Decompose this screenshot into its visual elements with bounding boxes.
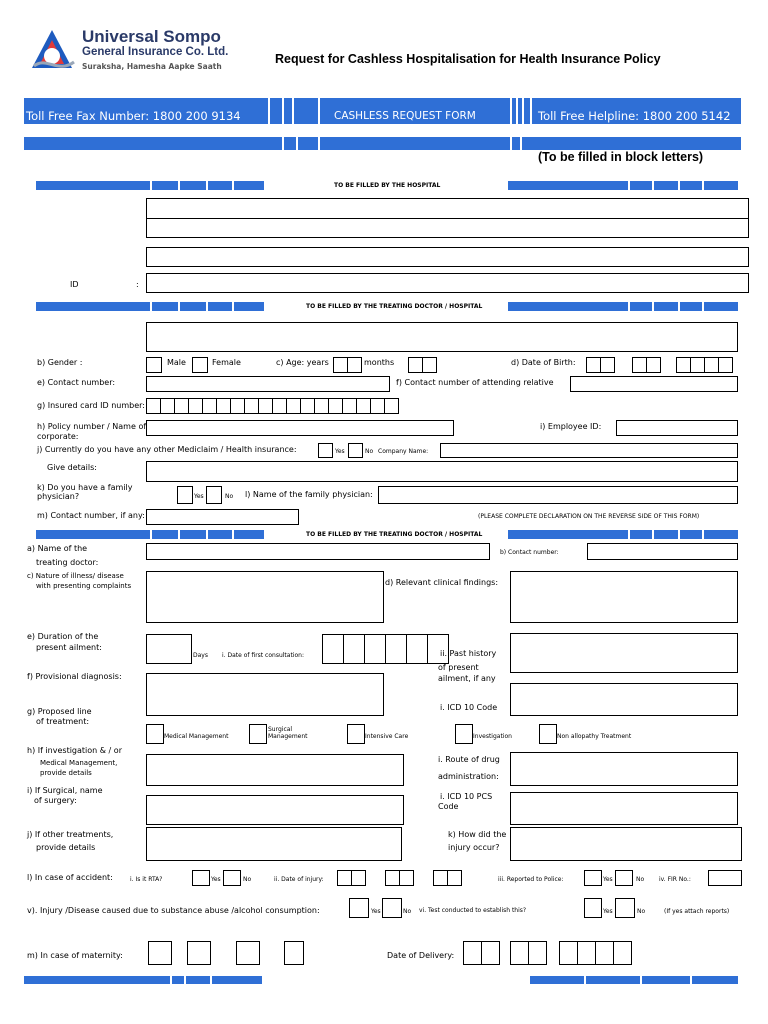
mediclaim-no-checkbox[interactable]: [348, 443, 363, 458]
attach-reports-note: (If yes attach reports): [664, 908, 730, 915]
id-label: ID: [70, 280, 79, 289]
mediclaim-yes-label: Yes: [335, 448, 345, 455]
past-history-label-3: ailment, if any: [438, 674, 496, 683]
duration-label-1: e) Duration of the: [27, 632, 99, 641]
is-rta-label: i. Is it RTA?: [130, 876, 163, 883]
substance-yes-label: Yes: [371, 908, 381, 915]
dob-month-boxes[interactable]: [632, 357, 660, 373]
relative-contact-field[interactable]: [570, 376, 738, 392]
dob-day-boxes[interactable]: [586, 357, 614, 373]
other-label-2: provide details: [36, 843, 96, 852]
substance-no-label: No: [403, 908, 412, 915]
surgical-label-1: i) If Surgical, name: [27, 786, 103, 795]
hospital-field-3[interactable]: [146, 247, 749, 267]
injury-label-2: injury occur?: [448, 843, 500, 852]
section-hospital: TO BE FILLED BY THE HOSPITAL: [334, 182, 441, 189]
family-physician-label-2: physician?: [37, 492, 80, 501]
first-consult-boxes[interactable]: [322, 634, 448, 664]
invest-label-2: Medical Management,: [40, 759, 118, 767]
declaration-note: (PLEASE COMPLETE DECLARATION ON THE REVERSE SIDE OF THIS FORM): [478, 513, 700, 520]
surgical-field[interactable]: [146, 795, 404, 825]
doctor-contact-field[interactable]: [587, 543, 738, 560]
past-history-field[interactable]: [510, 633, 738, 673]
illness-field[interactable]: [146, 571, 384, 623]
other-field[interactable]: [146, 827, 402, 861]
mediclaim-no-label: No: [365, 448, 374, 455]
male-checkbox[interactable]: [146, 357, 162, 373]
provisional-field[interactable]: [146, 673, 384, 716]
icd10pcs-field[interactable]: [510, 792, 738, 825]
physician-no-label: No: [225, 493, 234, 500]
female-label: Female: [212, 358, 241, 367]
footer-bar-left: [24, 976, 262, 984]
substance-no-checkbox[interactable]: [382, 898, 402, 918]
accident-label: l) In case of accident:: [27, 873, 113, 882]
company-name-label: Company Name:: [378, 448, 429, 455]
test-no-checkbox[interactable]: [615, 898, 635, 918]
hospital-field-2[interactable]: [146, 218, 749, 238]
company-name-line2: General Insurance Co. Ltd.: [82, 46, 229, 58]
invest-label-1: h) If investigation & / or: [27, 746, 122, 755]
route-label-2: administration:: [438, 772, 499, 781]
mediclaim-yes-checkbox[interactable]: [318, 443, 333, 458]
footer-bar-right: [530, 976, 738, 984]
intensive-care-checkbox[interactable]: [347, 724, 365, 744]
test-no-label: No: [637, 908, 646, 915]
rta-yes-label: Yes: [211, 876, 221, 883]
section-doctor-2: TO BE FILLED BY THE TREATING DOCTOR / HOSPITAL: [306, 531, 483, 538]
police-label: iii. Reported to Police:: [498, 876, 564, 883]
test-conducted-label: vi. Test conducted to establish this?: [419, 907, 527, 914]
route-field[interactable]: [510, 752, 738, 786]
medical-mgmt-checkbox[interactable]: [146, 724, 164, 744]
date-injury-year[interactable]: [433, 870, 461, 886]
date-injury-month[interactable]: [385, 870, 413, 886]
delivery-day[interactable]: [463, 941, 499, 965]
doctor-contact-label: b) Contact number:: [500, 549, 559, 556]
id-field[interactable]: [146, 273, 749, 293]
company-tagline: Suraksha, Hamesha Aapke Saath: [82, 62, 222, 71]
insured-card-label: g) Insured card ID number:: [37, 401, 145, 410]
illness-label-2: with presenting complaints: [36, 582, 132, 590]
route-label-1: i. Route of drug: [438, 755, 500, 764]
age-label: c) Age: years: [276, 358, 329, 367]
gender-label: b) Gender :: [37, 358, 83, 367]
rta-no-label: No: [243, 876, 252, 883]
block-letters-note: (To be filled in block letters): [538, 150, 704, 164]
employee-id-label: i) Employee ID:: [540, 422, 602, 431]
physician-yes-label: Yes: [194, 493, 204, 500]
maternity-box-3[interactable]: [236, 941, 260, 965]
non-allopathy-checkbox[interactable]: [539, 724, 557, 744]
past-history-extra-field[interactable]: [510, 683, 738, 716]
policy-label-2: corporate:: [37, 432, 79, 441]
mediclaim-label: j) Currently do you have any other Mediclaim / Health insurance:: [37, 445, 297, 454]
rta-no-checkbox[interactable]: [223, 870, 241, 886]
investigation-label: Investigation: [473, 733, 512, 740]
company-name-field[interactable]: [440, 443, 738, 458]
female-checkbox[interactable]: [192, 357, 208, 373]
male-label: Male: [167, 358, 186, 367]
substance-yes-checkbox[interactable]: [349, 898, 369, 918]
give-details-label: Give details:: [47, 463, 97, 472]
doctor-name-label-2: treating doctor:: [36, 558, 99, 567]
date-injury-day[interactable]: [337, 870, 365, 886]
police-yes-checkbox[interactable]: [584, 870, 602, 886]
fir-field[interactable]: [708, 870, 742, 886]
other-label-1: j) If other treatments,: [27, 830, 114, 839]
test-yes-checkbox[interactable]: [584, 898, 602, 918]
duration-label-2: present ailment:: [36, 643, 102, 652]
date-injury-label: ii. Date of injury:: [274, 876, 324, 883]
header-sub-bar: [24, 137, 741, 150]
dob-label: d) Date of Birth:: [511, 358, 576, 367]
duration-field[interactable]: [146, 634, 192, 664]
age-years-boxes[interactable]: [333, 357, 361, 373]
invest-field[interactable]: [146, 754, 404, 786]
company-name-line1: Universal Sompo: [82, 27, 221, 46]
illness-label-1: c) Nature of illness/ disease: [27, 572, 124, 580]
maternity-box-2[interactable]: [187, 941, 211, 965]
substance-label: v). Injury /Disease caused due to substance abuse /alcohol consumption:: [27, 906, 320, 915]
past-history-label-2: of present: [438, 663, 479, 672]
employee-id-field[interactable]: [616, 420, 738, 436]
rta-yes-checkbox[interactable]: [192, 870, 210, 886]
doctor-name-label-1: a) Name of the: [27, 544, 88, 553]
injury-field[interactable]: [510, 827, 742, 861]
invest-label-3: provide details: [40, 769, 92, 777]
days-label: Days: [193, 652, 208, 659]
clinical-label: d) Relevant clinical findings:: [385, 578, 499, 587]
hospital-field-1[interactable]: [146, 198, 749, 219]
maternity-box-4[interactable]: [284, 941, 304, 965]
fir-label: iv. FIR No.:: [659, 876, 691, 883]
delivery-label: Date of Delivery:: [387, 951, 455, 960]
delivery-year[interactable]: [559, 941, 631, 965]
company-logo: [28, 28, 76, 74]
clinical-field[interactable]: [510, 571, 738, 623]
police-no-checkbox[interactable]: [615, 870, 633, 886]
police-no-label: No: [636, 876, 645, 883]
contact-if-any-label: m) Contact number, if any:: [37, 511, 145, 520]
maternity-label: m) In case of maternity:: [27, 951, 123, 960]
surgical-mgmt-label-2: Management: [268, 733, 308, 740]
intensive-care-label: Intensive Care: [365, 733, 409, 740]
past-history-label-1: ii. Past history: [440, 649, 497, 658]
form-name: CASHLESS REQUEST FORM: [334, 110, 476, 122]
surgical-label-2: of surgery:: [34, 796, 77, 805]
icd10pcs-label-2: Code: [438, 802, 459, 811]
test-yes-label: Yes: [603, 908, 613, 915]
physician-name-label: l) Name of the family physician:: [245, 490, 373, 499]
investigation-checkbox[interactable]: [455, 724, 473, 744]
maternity-box-1[interactable]: [148, 941, 172, 965]
insured-card-boxes[interactable]: [146, 398, 398, 414]
contact-field[interactable]: [146, 376, 390, 392]
proposed-label-2: of treatment:: [36, 717, 90, 726]
injury-label-1: k) How did the: [448, 830, 507, 839]
patient-name-field[interactable]: [146, 322, 738, 352]
proposed-label-1: g) Proposed line: [27, 707, 92, 716]
surgical-mgmt-checkbox[interactable]: [249, 724, 267, 744]
contact-label: e) Contact number:: [37, 378, 116, 387]
contact-if-any-field[interactable]: [146, 509, 299, 525]
doctor-name-field[interactable]: [146, 543, 490, 560]
age-months-boxes[interactable]: [408, 357, 436, 373]
toll-free-helpline: Toll Free Helpline: 1800 200 5142: [538, 109, 731, 123]
policy-field[interactable]: [146, 420, 454, 436]
physician-no-checkbox[interactable]: [206, 486, 222, 504]
icd10pcs-label-1: i. ICD 10 PCS: [440, 792, 493, 801]
delivery-month[interactable]: [510, 941, 546, 965]
months-label: months: [364, 358, 395, 367]
logo-emblem-icon: [28, 28, 76, 74]
family-physician-label-1: k) Do you have a family: [37, 483, 133, 492]
toll-free-fax: Toll Free Fax Number: 1800 200 9134: [26, 109, 241, 123]
section-doctor-1: TO BE FILLED BY THE TREATING DOCTOR / HOSPITAL: [306, 303, 483, 310]
physician-yes-checkbox[interactable]: [177, 486, 193, 504]
non-allopathy-label: Non allopathy Treatment: [557, 733, 632, 740]
id-colon: :: [136, 280, 139, 289]
provisional-label: f) Provisional diagnosis:: [27, 672, 122, 681]
icd10-label: i. ICD 10 Code: [440, 703, 498, 712]
dob-year-boxes[interactable]: [676, 357, 732, 373]
medical-mgmt-label: Medical Management: [164, 733, 229, 740]
first-consult-label: i. Date of first consultation:: [222, 652, 304, 659]
relative-contact-label: f) Contact number of attending relative: [396, 378, 554, 387]
surgical-mgmt-label-1: Surgical: [268, 726, 293, 733]
police-yes-label: Yes: [603, 876, 613, 883]
give-details-field[interactable]: [146, 461, 738, 482]
physician-name-field[interactable]: [378, 486, 738, 504]
policy-label-1: h) Policy number / Name of: [37, 422, 147, 431]
form-title: Request for Cashless Hospitalisation for Health Insurance Policy: [275, 52, 661, 66]
